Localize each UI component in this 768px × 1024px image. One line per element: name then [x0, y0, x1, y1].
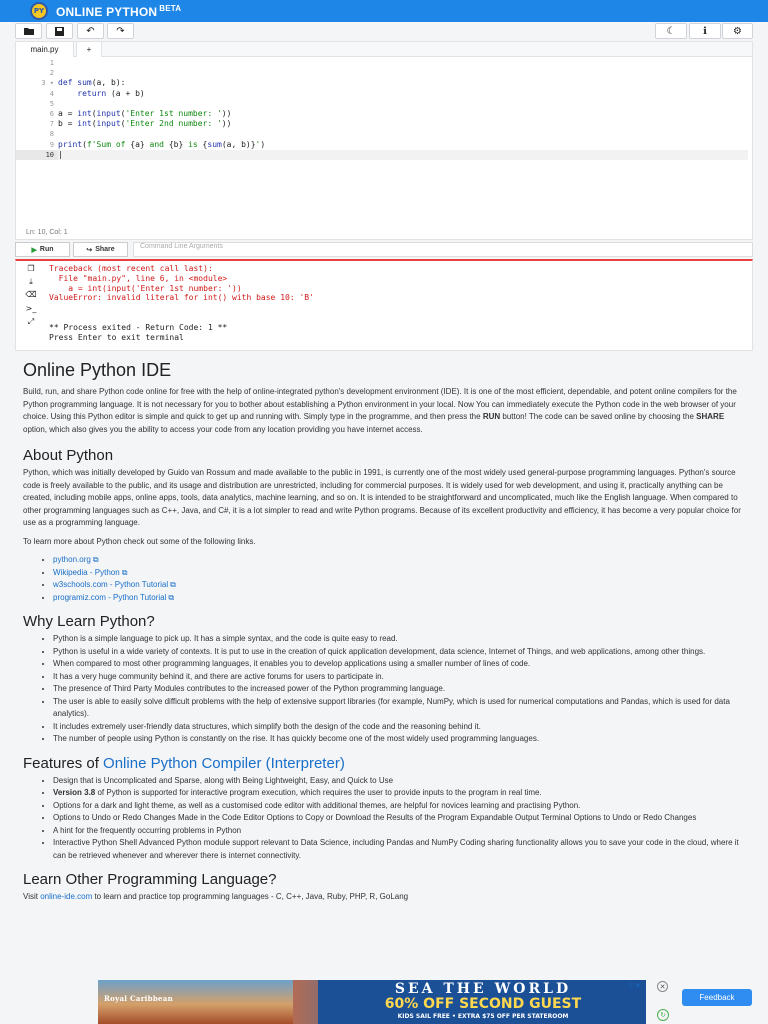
ad-info-icon[interactable]: ⓘ✕ [628, 982, 641, 990]
about-heading: About Python [23, 447, 114, 464]
code-line-active: | [58, 150, 748, 160]
line-number: 7 [49, 120, 54, 129]
external-link-icon: ⧉ [168, 592, 175, 602]
code-area[interactable] [16, 58, 752, 226]
info-icon[interactable]: ℹ [689, 23, 721, 39]
link-w3schools[interactable]: w3schools.com - Python Tutorial [53, 580, 169, 589]
line-number: 3 ▾ [41, 79, 54, 88]
list-item: • It has a very huge community behind it, and there are active forums for users to participate in. [53, 671, 745, 684]
ad-fineprint: KIDS SAIL FREE • EXTRA $75 OFF PER STATEROOM [397, 1013, 569, 1020]
ad-close-icon[interactable]: ✕ [657, 981, 668, 992]
page-content [23, 360, 745, 904]
play-icon: ▶ [31, 246, 37, 254]
other-languages-heading: Learn Other Programming Language? [23, 871, 277, 888]
terminal-line: ValueError: invalid literal for int() with base 10: 'B' [49, 293, 314, 303]
list-item: • The user is able to easily solve difficult problems with the help of extensive support libraries (for example, NumPy, which is used for numerical computations and Pandas, which is used for data analytics). [53, 696, 745, 721]
list-item: • Options for a dark and light theme, as well as a customised code editor with additional themes, are helpful for novices learning and practising Python. [53, 800, 745, 813]
link-wikipedia[interactable]: Wikipedia - Python [53, 567, 120, 577]
ad-image [98, 980, 293, 1024]
run-bar [15, 242, 753, 257]
open-folder-icon[interactable] [15, 23, 42, 39]
copy-icon[interactable]: ❐ [27, 264, 35, 273]
ad-text-panel [318, 980, 646, 1024]
save-icon[interactable] [46, 23, 73, 39]
list-item: • The number of people using Python is constantly on the rise. It has quickly become one of the most widely used programming languages. [53, 733, 745, 746]
link-programiz[interactable]: programiz.com - Python Tutorial [53, 592, 167, 602]
file-tabs [16, 42, 752, 57]
why-heading: Why Learn Python? [23, 613, 155, 630]
line-number: 2 [49, 69, 54, 78]
list-item: • Interactive Python Shell Advanced Python module support relevant to Data Science, including Pandas and NumPy Coding sharing functionality allows you to save your code in the cloud, where it can be retrieved whenever and wherever there is internet connectivity. [53, 837, 745, 862]
code-line: print(f'Sum of {a} and {b} is {sum(a, b)}') [58, 139, 266, 149]
code-line [58, 68, 748, 78]
list-item: • Design that is Uncomplicated and Sparse, along with Being Lightweight, Easy, and Quick to Use [53, 775, 745, 788]
expand-icon[interactable]: ⤢ [27, 317, 35, 326]
list-item: • When compared to most other programming languages, it enables you to develop applications using a smaller number of lines of code. [53, 658, 745, 671]
dark-mode-icon[interactable]: ☾ [655, 23, 687, 39]
download-icon[interactable]: ⤓ [29, 277, 33, 286]
links-list [23, 554, 745, 604]
external-link-icon: ⧉ [121, 567, 128, 577]
run-button[interactable] [15, 242, 70, 257]
list-item: • Options to Undo or Redo Changes Made in the Code Editor Options to Copy or Download the Results of the Program Expandable Output Terminal Options to Undo or Redo Changes [53, 812, 745, 825]
terminal-line: Traceback (most recent call last): [49, 264, 213, 273]
line-number: 10 [16, 150, 58, 160]
terminal-line: a = int(input('Enter 1st number: ')) [49, 283, 242, 293]
external-link-icon: ⧉ [170, 580, 176, 589]
features-list [23, 775, 745, 863]
editor-toolbar [0, 22, 768, 40]
features-heading: Features of Online Python Compiler (Interpreter) [23, 754, 345, 772]
share-label: Share [95, 246, 115, 253]
page-title: Online Python IDE [23, 360, 172, 380]
line-number: 9 [49, 140, 54, 149]
list-item: • The presence of Third Party Modules contributes to the increased power of the Python programming language. [53, 683, 745, 696]
code-lines[interactable] [58, 58, 748, 160]
redo-icon[interactable]: ↷ [107, 23, 134, 39]
code-line: return (a + b) [77, 88, 145, 98]
list-item [53, 592, 745, 605]
code-line [58, 129, 748, 139]
cursor-position: Ln: 10, Col: 1 [26, 229, 68, 236]
terminal-toolbar [16, 261, 46, 351]
list-item: • Python is a simple language to pick up. It has a simple syntax, and the code is quite easy to read. [53, 633, 745, 646]
undo-icon[interactable]: ↶ [77, 23, 104, 39]
list-item [53, 579, 745, 592]
link-python-org[interactable]: python.org [53, 555, 91, 564]
terminal-line: File "main.py", line 6, in <module> [49, 273, 228, 283]
add-tab-button[interactable]: + [76, 42, 102, 57]
compiler-link[interactable]: Online Python Compiler (Interpreter) [103, 754, 345, 772]
list-item: • Version 3.8 of Python is supported for interactive program execution, which requires the user to provide inputs to the program in real time. [53, 787, 745, 800]
code-line [58, 99, 748, 109]
code-line: a = int(input('Enter 1st number: ')) [58, 108, 232, 118]
app-brand[interactable]: ONLINE PYTHON $^{BETA}$ [56, 4, 182, 19]
code-editor [15, 41, 753, 240]
output-terminal[interactable] [15, 259, 753, 351]
terminal-icon[interactable]: >_ [25, 304, 37, 313]
list-item: • Python is useful in a wide variety of contexts. It is put to use in the creation of quick application development, data science, Internet of Things, and web applications, among other things. [53, 646, 745, 659]
code-line [58, 58, 748, 68]
ad-refresh-icon[interactable]: ↻ [657, 1009, 669, 1021]
list-item [53, 567, 745, 580]
ad-headline: SEA THE WORLD [394, 981, 572, 997]
ad-banner[interactable] [98, 980, 646, 1024]
line-number: 4 [49, 89, 54, 98]
share-button[interactable] [73, 242, 128, 257]
line-gutter [16, 58, 58, 168]
share-icon: ↪ [86, 246, 93, 254]
learn-more-text: To learn more about Python check out some of the following links. [23, 536, 256, 546]
line-number: 6 [49, 109, 54, 118]
list-item: • It includes extremely user-friendly data structures, which simplify both the design of the code and the reasoning behind it. [53, 721, 745, 734]
code-line: def sum(a, b): [58, 78, 126, 88]
terminal-line [49, 303, 314, 313]
terminal-line: Press Enter to exit terminal [49, 332, 184, 342]
code-line: b = int(input('Enter 2nd number: ')) [58, 119, 232, 129]
terminal-output [49, 264, 314, 342]
line-number: 1 [49, 59, 54, 67]
settings-icon[interactable]: ⚙ [722, 23, 753, 39]
online-ide-link[interactable]: online-ide.com [40, 892, 93, 901]
external-link-icon: ⧉ [92, 555, 99, 564]
about-paragraph: Python, which was initially developed by Guido van Rossum and made available to the public in 1991, is currently one of the most widely used general-purpose programming languages. Python's source code is freely available to the public, and its usage and distribution are unrestricted, including for commercial purposes. It is widely used for web development, and using it, practically anything can be created, including mobile apps, online apps, tools, data analytics, machine learning, and so on. It is intended to be straightforward and uncomplicated, much like the English language. When compared to other programming languages such as C++, Java, and C#, it is a lot simpler to read and write Python programs. Because of its excellent productivity and efficiency, it has become a very popular choice for use as a programming language. [23, 468, 741, 527]
ad-offer: 60% OFF SECOND GUEST [384, 996, 582, 1012]
beta-badge: BETA [159, 4, 182, 13]
line-number: 5 [49, 99, 54, 108]
run-label: Run [39, 246, 54, 253]
other-languages-text: Visit online-ide.com to learn and practice top programming languages - C, C++, Java, Ruby, PHP, R, GoLang [23, 892, 409, 901]
command-line-args-input[interactable]: Command Line Arguments [133, 242, 753, 257]
clear-icon[interactable]: ⌫ [25, 290, 37, 299]
terminal-line: ** Process exited - Return Code: 1 ** [49, 322, 228, 332]
ad-brand: Royal Caribbean [104, 994, 174, 1003]
app-header [0, 0, 768, 22]
list-item: • A hint for the frequently occurring problems in Python [53, 825, 745, 838]
list-item [53, 554, 745, 567]
tab-main-py[interactable]: main.py [16, 42, 74, 57]
python-logo-icon: PY [30, 2, 48, 20]
terminal-line [49, 313, 314, 323]
why-list [23, 633, 745, 746]
feedback-button[interactable]: Feedback [682, 989, 752, 1006]
line-number: 8 [49, 130, 54, 139]
intro-paragraph: Build, run, and share Python code online for free with the help of online-integrated python's development environment (IDE). It is one of the most efficient, dependable, and potent online compilers for the Python programming language. It is not necessary for you to bother about establishing a Python environment in your local. Now You can immediately execute the Python code in the web browser of your choice. Using this Python editor is simple and quick to get up and running with. Simply type in the programme, and then press the RUN button! The code can be saved online by choosing the SHARE option, which also gives you the ability to access your code from any location providing you have internet access. [23, 387, 737, 434]
